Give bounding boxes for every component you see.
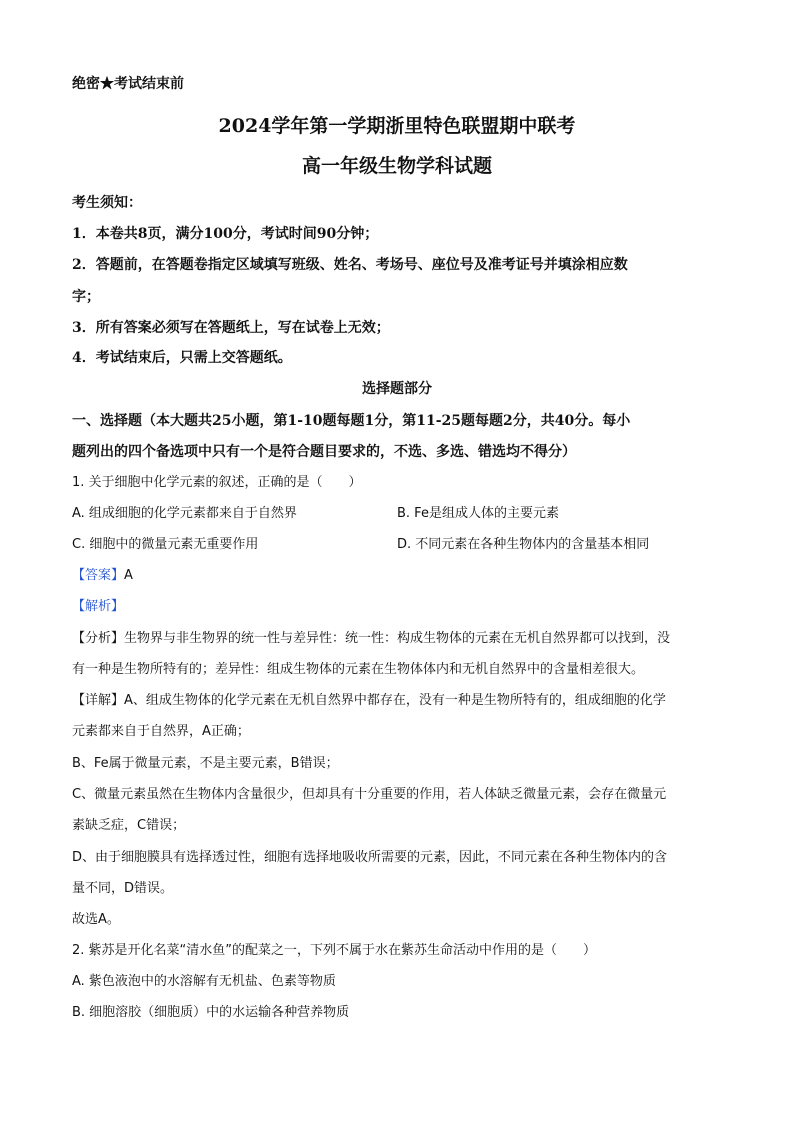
fenxi-text: 有一种是生物所特有的；差异性：组成生物体的元素在生物体体内和无机自然界中的含量相差很大。 [72,662,645,677]
question-1-option-d: D. 不同元素在各种生物体内的含量基本相同 [397,537,650,552]
question-1-option-a: A. 组成细胞的化学元素都来自于自然界 [72,506,297,521]
xiangjie-text: A、组成生物体的化学元素在无机自然界中都存在，没有一种是生物所特有的，组成细胞的化学 [124,693,666,708]
conclusion: 故选A。 [72,912,120,927]
notice-item: 4．考试结束后，只需上交答题纸。 [72,350,292,366]
xiangjie-label: 【详解】 [72,693,125,708]
explanation-d: 量不同，D错误。 [72,881,174,896]
question-1-stem: 1. 关于细胞中化学元素的叙述，正确的是（ ） [72,475,362,490]
exam-title: 2024学年第一学期浙里特色联盟期中联考 [218,115,576,137]
explanation-c: 素缺乏症，C错误； [72,818,186,833]
question-1-option-b: B. Fe是组成人体的主要元素 [397,506,559,521]
question-2-stem: 2. 紫苏是开化名菜“清水鱼”的配菜之一，下列不属于水在紫苏生命活动中作用的是（ ） [72,943,597,958]
answer-value: A [124,568,133,583]
notice-item: 字； [72,289,100,305]
notice-item: 2．答题前，在答题卷指定区域填写班级、姓名、考场号、座位号及准考证号并填涂相应数 [72,257,628,273]
notice-heading: 考生须知： [72,195,142,211]
section-instructions: 一、选择题（本大题共25小题，第1-10题每题1分，第11-25题每题2分，共40分。每小 [72,413,631,429]
section-instructions: 题列出的四个备选项中只有一个是符合题目要求的，不选、多选、错选均不得分） [72,444,576,460]
question-2-option-b: B. 细胞溶胶（细胞质）中的水运输各种营养物质 [72,1005,350,1020]
notice-item: 1．本卷共8页，满分100分，考试时间90分钟； [72,226,379,242]
confidential-label: 绝密★考试结束前 [72,76,184,92]
section-title: 选择题部分 [362,381,432,397]
analysis-label: 【解析】 [72,599,125,614]
explanation-c: C、微量元素虽然在生物体内含量很少，但却具有十分重要的作用，若人体缺乏微量元素，会存在微量元 [72,787,667,802]
answer-row [72,567,133,585]
explanation-b: B、Fe属于微量元素，不是主要元素，B错误； [72,756,339,771]
xiangjie-text: 元素都来自于自然界，A正确； [72,724,250,739]
explanation-d: D、由于细胞膜具有选择透过性，细胞有选择地吸收所需要的元素，因此，不同元素在各种生物体内的含 [72,850,668,865]
question-1-option-c: C. 细胞中的微量元素无重要作用 [72,537,259,552]
xiangjie-paragraph [72,692,666,710]
fenxi-text: 生物界与非生物界的统一性与差异性：统一性：构成生物体的元素在无机自然界都可以找到，没 [124,631,671,646]
fenxi-label: 【分析】 [72,631,125,646]
exam-subtitle: 高一年级生物学科试题 [301,155,492,177]
fenxi-paragraph [72,630,670,648]
answer-label: 【答案】 [72,568,125,583]
question-2-option-a: A. 紫色液泡中的水溶解有无机盐、色素等物质 [72,974,336,989]
notice-item: 3．所有答案必须写在答题纸上，写在试卷上无效； [72,320,390,336]
